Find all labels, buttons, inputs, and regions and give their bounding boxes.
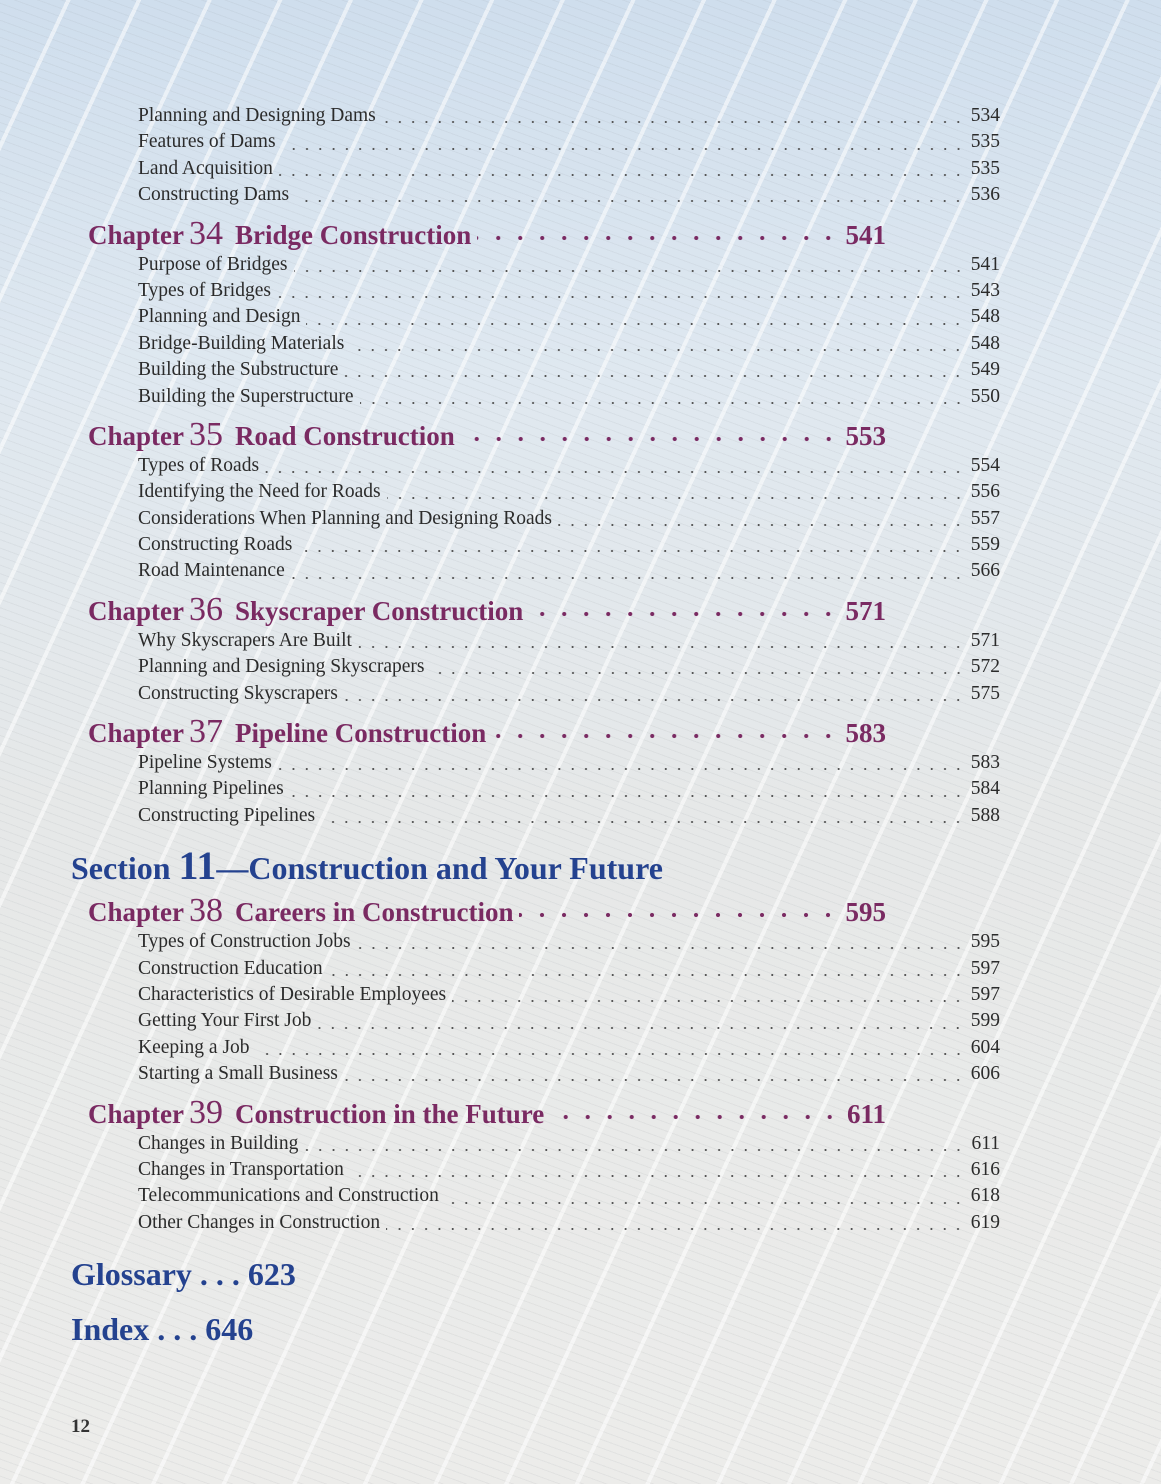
chapter-page: 583 (845, 718, 886, 749)
chapter-heading[interactable] (88, 417, 886, 453)
toc-entry[interactable] (138, 506, 1000, 532)
chapter-title: Construction in the Future (235, 1098, 545, 1129)
entry-title: Features of Dams (138, 131, 276, 153)
entry-page: 557 (970, 507, 1000, 529)
entry-title: Considerations When Planning and Designing Roads (138, 507, 552, 529)
entry-page: 548 (970, 332, 1000, 354)
toc-entry[interactable] (138, 479, 1000, 505)
chapter-number: 38 (189, 892, 223, 930)
entry-page: 583 (970, 752, 1000, 774)
chapter-label: Chapter (88, 219, 184, 250)
entry-title: Building the Substructure (138, 359, 339, 381)
dot-leader (519, 912, 839, 918)
toc-entry[interactable] (138, 628, 1000, 654)
toc-entry[interactable] (138, 681, 1000, 707)
entry-page: 595 (970, 931, 1000, 953)
entry-title: Getting Your First Job (138, 1010, 312, 1032)
toc-entry[interactable] (138, 803, 1000, 829)
toc-entry[interactable] (138, 252, 1000, 278)
dot-leader (445, 1201, 965, 1205)
chapter-number: 34 (189, 214, 223, 252)
page-number: 12 (71, 1416, 90, 1437)
chapter-label: Chapter (88, 1098, 184, 1129)
entry-title: Types of Construction Jobs (138, 931, 351, 953)
entry-page: 611 (971, 1132, 1000, 1154)
glossary-link[interactable]: Glossary . . . 623 (71, 1256, 296, 1293)
table-of-contents (0, 103, 1161, 1351)
dot-leader (279, 173, 965, 177)
chapter-title: Pipeline Construction (235, 718, 487, 749)
toc-entry[interactable] (138, 929, 1000, 955)
entry-page: 534 (970, 105, 1000, 126)
dot-leader (294, 269, 965, 273)
entry-title: Planning and Design (138, 306, 301, 328)
toc-entry[interactable] (138, 776, 1000, 802)
toc-entry[interactable] (138, 103, 1000, 129)
entry-title: Types of Bridges (138, 279, 271, 301)
toc-entry[interactable] (138, 750, 1000, 776)
entry-title: Changes in Transportation (138, 1158, 344, 1180)
entry-title: Planning and Designing Skyscrapers (138, 656, 425, 678)
dot-leader (344, 1078, 965, 1082)
chapter-heading[interactable] (88, 216, 886, 252)
dot-leader (358, 645, 965, 649)
section-label: Section (71, 850, 171, 887)
chapter-label: Chapter (88, 420, 184, 451)
entry-title: Constructing Dams (138, 184, 290, 206)
dot-leader (265, 470, 965, 474)
entry-page: 584 (970, 778, 1000, 800)
entry-page: 550 (970, 385, 1000, 407)
dot-leader (306, 322, 964, 326)
entry-page: 604 (970, 1036, 1000, 1058)
entry-page: 588 (970, 804, 1000, 826)
entry-title: Why Skyscrapers Are Built (138, 629, 352, 651)
entry-page: 618 (970, 1185, 1000, 1207)
chapter-heading[interactable] (88, 1095, 886, 1131)
chapter-title: Road Construction (235, 420, 455, 451)
toc-entry[interactable] (138, 1131, 1000, 1157)
toc-entry[interactable] (138, 278, 1000, 304)
toc-entry[interactable] (138, 129, 1000, 155)
entry-page: 597 (970, 983, 1000, 1005)
entry-page: 548 (970, 306, 1000, 328)
toc-entry[interactable] (138, 532, 1000, 558)
dot-leader (344, 698, 965, 702)
chapter-title: Bridge Construction (235, 219, 472, 250)
chapter-label: Chapter (88, 718, 184, 749)
chapter-page: 541 (845, 219, 886, 250)
chapter-number: 37 (189, 713, 223, 751)
entry-page: 597 (970, 957, 1000, 979)
entry-title: Keeping a Job (138, 1036, 250, 1058)
toc-entry[interactable] (138, 982, 1000, 1008)
dot-leader (298, 549, 964, 553)
entry-title: Road Maintenance (138, 560, 285, 582)
entry-title: Constructing Skyscrapers (138, 682, 338, 704)
dot-leader (550, 1114, 841, 1120)
entry-title: Changes in Building (138, 1132, 299, 1154)
toc-entry[interactable] (138, 1008, 1000, 1034)
dot-leader (350, 348, 964, 352)
dot-leader (282, 147, 965, 151)
toc-entry[interactable] (138, 331, 1000, 357)
index-link[interactable]: Index . . . 646 (71, 1311, 254, 1348)
dot-leader (277, 295, 965, 299)
toc-entry[interactable] (138, 1210, 1000, 1236)
dot-leader (329, 973, 965, 977)
dot-leader (350, 1174, 965, 1178)
toc-entry[interactable] (138, 357, 1000, 383)
toc-entry[interactable] (138, 182, 1000, 208)
dot-leader (492, 733, 839, 739)
chapter-page: 595 (845, 897, 886, 928)
entry-title: Characteristics of Desirable Employees (138, 983, 447, 1005)
dot-leader (357, 946, 965, 950)
dot-leader (278, 767, 965, 771)
entry-title: Building the Superstructure (138, 385, 354, 407)
entry-title: Planning Pipelines (138, 778, 284, 800)
chapter-heading[interactable] (88, 893, 886, 929)
entry-title: Identifying the Need for Roads (138, 481, 381, 503)
entry-page: 559 (970, 534, 1000, 556)
entry-title: Planning and Designing Dams (138, 105, 376, 126)
dot-leader (256, 1052, 965, 1056)
entry-title: Pipeline Systems (138, 752, 272, 774)
entry-page: 575 (970, 682, 1000, 704)
toc-entry[interactable] (138, 304, 1000, 330)
entry-title: Types of Roads (138, 454, 260, 476)
toc-entry[interactable] (138, 1061, 1000, 1087)
chapter-page: 571 (845, 595, 886, 626)
section-heading (71, 844, 1161, 888)
chapter-label: Chapter (88, 897, 184, 928)
toc-entry[interactable] (138, 654, 1000, 680)
entry-page: 554 (970, 454, 1000, 476)
entry-page: 572 (970, 656, 1000, 678)
entry-title: Starting a Small Business (138, 1063, 338, 1085)
toc-entry[interactable] (138, 1183, 1000, 1209)
toc-entry[interactable] (138, 956, 1000, 982)
dot-leader (431, 671, 965, 675)
entry-page: 606 (970, 1063, 1000, 1085)
section-number: 11 (178, 843, 217, 889)
chapter-heading[interactable] (88, 592, 886, 628)
entry-title: Other Changes in Construction (138, 1211, 381, 1233)
dot-leader (317, 1026, 964, 1030)
entry-page: 543 (970, 279, 1000, 301)
toc-entry[interactable] (138, 1035, 1000, 1061)
chapter-number: 39 (189, 1093, 223, 1131)
chapter-number: 36 (189, 590, 223, 628)
section-title: —Construction and Your Future (216, 850, 663, 887)
dot-leader (558, 523, 965, 527)
entry-title: Constructing Roads (138, 534, 293, 556)
dot-leader (290, 794, 965, 798)
entry-page: 535 (970, 131, 1000, 153)
entry-page: 549 (970, 359, 1000, 381)
entry-page: 566 (970, 560, 1000, 582)
chapter-title: Careers in Construction (235, 897, 514, 928)
dot-leader (291, 576, 965, 580)
entry-title: Construction Education (138, 957, 323, 979)
entry-title: Purpose of Bridges (138, 253, 288, 275)
chapter-number: 35 (189, 415, 223, 453)
dot-leader (344, 374, 964, 378)
entry-page: 619 (970, 1211, 1000, 1233)
dot-leader (477, 235, 839, 241)
toc-entry[interactable] (138, 453, 1000, 479)
entry-title: Land Acquisition (138, 157, 273, 179)
dot-leader (529, 611, 839, 617)
entry-page: 616 (970, 1158, 1000, 1180)
chapter-page: 553 (845, 420, 886, 451)
dot-leader (461, 436, 840, 442)
dot-leader (452, 999, 965, 1003)
chapter-title: Skyscraper Construction (235, 595, 524, 626)
entry-page: 536 (970, 184, 1000, 206)
entry-title: Constructing Pipelines (138, 804, 316, 826)
entry-page: 535 (970, 157, 1000, 179)
toc-entry[interactable] (138, 384, 1000, 410)
chapter-label: Chapter (88, 595, 184, 626)
chapter-heading[interactable] (88, 714, 886, 750)
entry-page: 599 (970, 1010, 1000, 1032)
dot-leader (360, 401, 965, 405)
toc-entry[interactable] (138, 156, 1000, 182)
dot-leader (304, 1148, 965, 1152)
entry-page: 571 (970, 629, 1000, 651)
dot-leader (382, 120, 965, 124)
entry-page: 541 (970, 253, 1000, 275)
toc-entry[interactable] (138, 1157, 1000, 1183)
entry-title: Bridge-Building Materials (138, 332, 345, 354)
entry-page: 556 (970, 481, 1000, 503)
dot-leader (387, 496, 965, 500)
dot-leader (386, 1227, 965, 1231)
toc-entry[interactable] (138, 558, 1000, 584)
dot-leader (295, 199, 965, 203)
entry-title: Telecommunications and Construction (138, 1185, 439, 1207)
dot-leader (321, 820, 965, 824)
chapter-page: 611 (846, 1098, 886, 1129)
